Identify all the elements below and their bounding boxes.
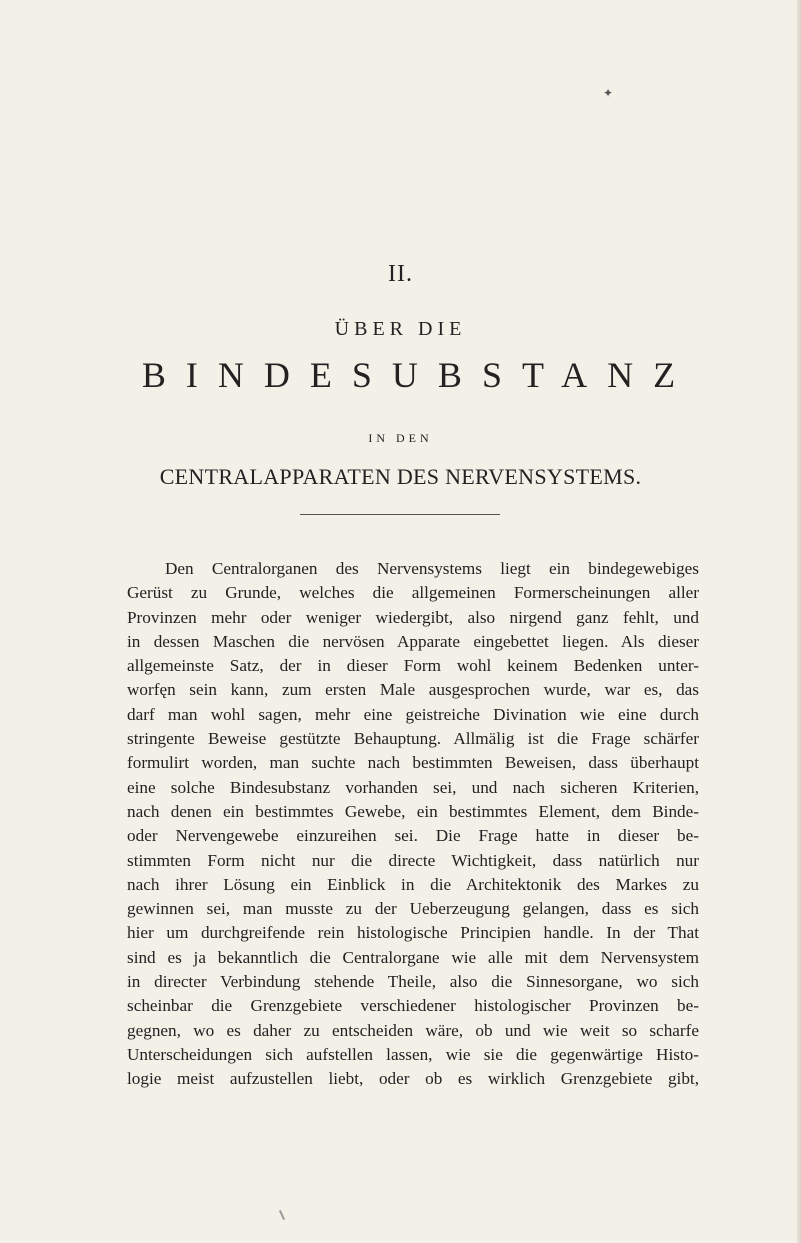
page-edge: [797, 0, 801, 1243]
text-line: nach ihrer Lösung ein Einblick in die Architektonik des Markes zu: [127, 874, 699, 894]
text-line: Unterscheidungen sich aufstellen lassen, wie sie die gegenwärtige Histo-: [127, 1044, 699, 1064]
print-mark: ✦: [603, 86, 614, 100]
title-connector: IN DEN: [368, 431, 433, 445]
title-divider: [300, 514, 500, 515]
text-line: gegnen, wo es daher zu entscheiden wäre, ob und wie weit so scharfe: [127, 1020, 699, 1040]
body-paragraph: [127, 557, 699, 1092]
text-line: sind es ja bekanntlich die Centralorgane wie alle mit dem Nervensystem: [127, 947, 699, 967]
ink-mark: [279, 1210, 285, 1220]
text-line: nach denen ein bestimmtes Gewebe, ein bestimmtes Element, dem Binde-: [127, 801, 699, 821]
chapter-subtitle: CENTRALAPPARATEN DES NERVENSYSTEMS.: [159, 464, 642, 489]
text-line: worfęn sein kann, zum ersten Male ausgesprochen wurde, war es, das: [127, 680, 699, 700]
text-line: stringente Beweise gestützte Behauptung. Allmälig ist die Frage schärfer: [127, 729, 699, 749]
text-line: in dessen Maschen die nervösen Apparate eingebettet liegen. Als dieser: [127, 631, 699, 651]
text-line: in directer Verbindung stehende Theile, also die Sinnesorgane, wo sich: [127, 972, 699, 992]
text-line: hier um durchgreifende rein histologische Principien handle. In der That: [127, 923, 699, 943]
text-line: allgemeinste Satz, der in dieser Form wohl keinem Bedenken unter-: [127, 656, 699, 676]
text-line: stimmten Form nicht nur die directe Wichtigkeit, dass natürlich nur: [127, 850, 699, 870]
text-line: Den Centralorganen des Nervensystems liegt ein bindegewebiges: [165, 559, 699, 578]
text-line: darf man wohl sagen, mehr eine geistreiche Divination wie eine durch: [127, 704, 699, 724]
text-line: oder Nervengewebe einzureihen sei. Die Frage hatte in dieser be-: [127, 826, 699, 846]
chapter-title: BINDESUBSTANZ: [141, 355, 696, 395]
chapter-number: II.: [388, 261, 413, 287]
text-line: scheinbar die Grenzgebiete verschiedener histologischer Provinzen be-: [127, 996, 699, 1016]
text-line: gewinnen sei, man musste zu der Ueberzeugung gelangen, dass es sich: [127, 899, 699, 919]
text-line: eine solche Bindesubstanz vorhanden sei, und nach sicheren Kriterien,: [127, 777, 699, 797]
text-line: Gerüst zu Grunde, welches die allgemeinen Formerscheinungen aller: [127, 583, 699, 603]
text-line: Provinzen mehr oder weniger wiedergibt, also nirgend ganz fehlt, und: [127, 607, 699, 627]
title-prefix: ÜBER DIE: [334, 318, 467, 340]
text-line: formulirt worden, man suchte nach bestimmten Beweisen, dass überhaupt: [127, 753, 699, 773]
text-line: logie meist aufzustellen liebt, oder ob es wirklich Grenzgebiete gibt,: [127, 1069, 699, 1089]
